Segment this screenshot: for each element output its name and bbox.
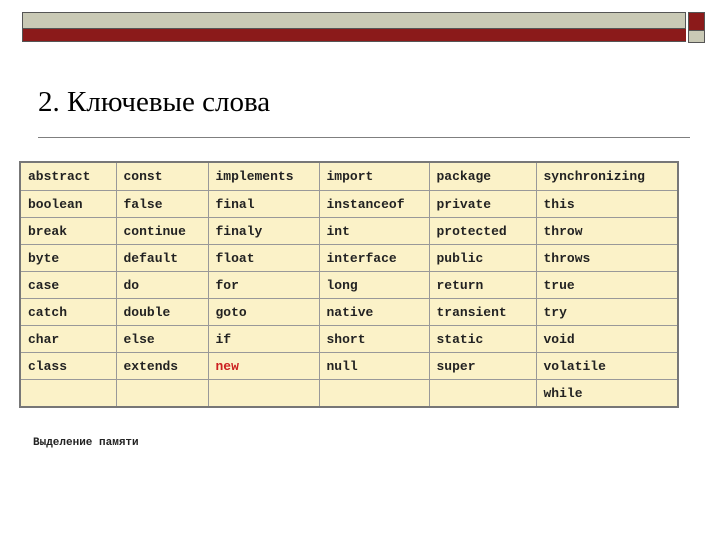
table-cell: void [536, 326, 678, 353]
table-cell: native [319, 299, 429, 326]
table-row [20, 162, 678, 191]
table-row [20, 299, 678, 326]
table-cell: short [319, 326, 429, 353]
table-cell: return [429, 272, 536, 299]
table-cell: interface [319, 245, 429, 272]
table-cell [208, 380, 319, 408]
table-cell [20, 380, 116, 408]
table-row [20, 353, 678, 380]
table-cell: continue [116, 218, 208, 245]
table-cell: char [20, 326, 116, 353]
table-cell: const [116, 162, 208, 191]
table-cell: finaly [208, 218, 319, 245]
table-cell: int [319, 218, 429, 245]
table-row [20, 272, 678, 299]
table-cell: for [208, 272, 319, 299]
corner-decor-grey [688, 30, 705, 43]
table-cell: if [208, 326, 319, 353]
table-cell: null [319, 353, 429, 380]
table-cell: byte [20, 245, 116, 272]
table-cell: extends [116, 353, 208, 380]
table-cell: static [429, 326, 536, 353]
table-cell: throws [536, 245, 678, 272]
table-cell: while [536, 380, 678, 408]
table-cell: false [116, 191, 208, 218]
table-cell: final [208, 191, 319, 218]
table-cell [319, 380, 429, 408]
table-cell: else [116, 326, 208, 353]
table-cell: default [116, 245, 208, 272]
table-cell: do [116, 272, 208, 299]
table-row [20, 245, 678, 272]
table-cell: throw [536, 218, 678, 245]
table-cell [116, 380, 208, 408]
table-cell: case [20, 272, 116, 299]
table-row [20, 380, 678, 408]
table-cell-highlighted: new [208, 353, 319, 380]
table-cell: long [319, 272, 429, 299]
table-cell: catch [20, 299, 116, 326]
table-cell: this [536, 191, 678, 218]
table-cell [429, 380, 536, 408]
header-decor-band [22, 12, 686, 29]
table-cell: true [536, 272, 678, 299]
table-cell: class [20, 353, 116, 380]
table-cell: private [429, 191, 536, 218]
table-cell: break [20, 218, 116, 245]
slide-title: 2. Ключевые слова [38, 86, 271, 118]
table-cell: import [319, 162, 429, 191]
keywords-table [19, 161, 679, 408]
table-row [20, 218, 678, 245]
table-cell: public [429, 245, 536, 272]
table-cell: abstract [20, 162, 116, 191]
table-cell: boolean [20, 191, 116, 218]
table-cell: double [116, 299, 208, 326]
table-cell: goto [208, 299, 319, 326]
header-accent-band [22, 29, 686, 42]
table-cell: instanceof [319, 191, 429, 218]
table-cell: synchronizing [536, 162, 678, 191]
table-cell: try [536, 299, 678, 326]
table-cell: transient [429, 299, 536, 326]
table-cell: volatile [536, 353, 678, 380]
section-caption: Выделение памяти [33, 437, 139, 449]
table-cell: super [429, 353, 536, 380]
table-cell: package [429, 162, 536, 191]
table-cell: float [208, 245, 319, 272]
table-cell: implements [208, 162, 319, 191]
title-divider [38, 137, 690, 138]
table-cell: protected [429, 218, 536, 245]
table-row [20, 326, 678, 353]
table-row [20, 191, 678, 218]
